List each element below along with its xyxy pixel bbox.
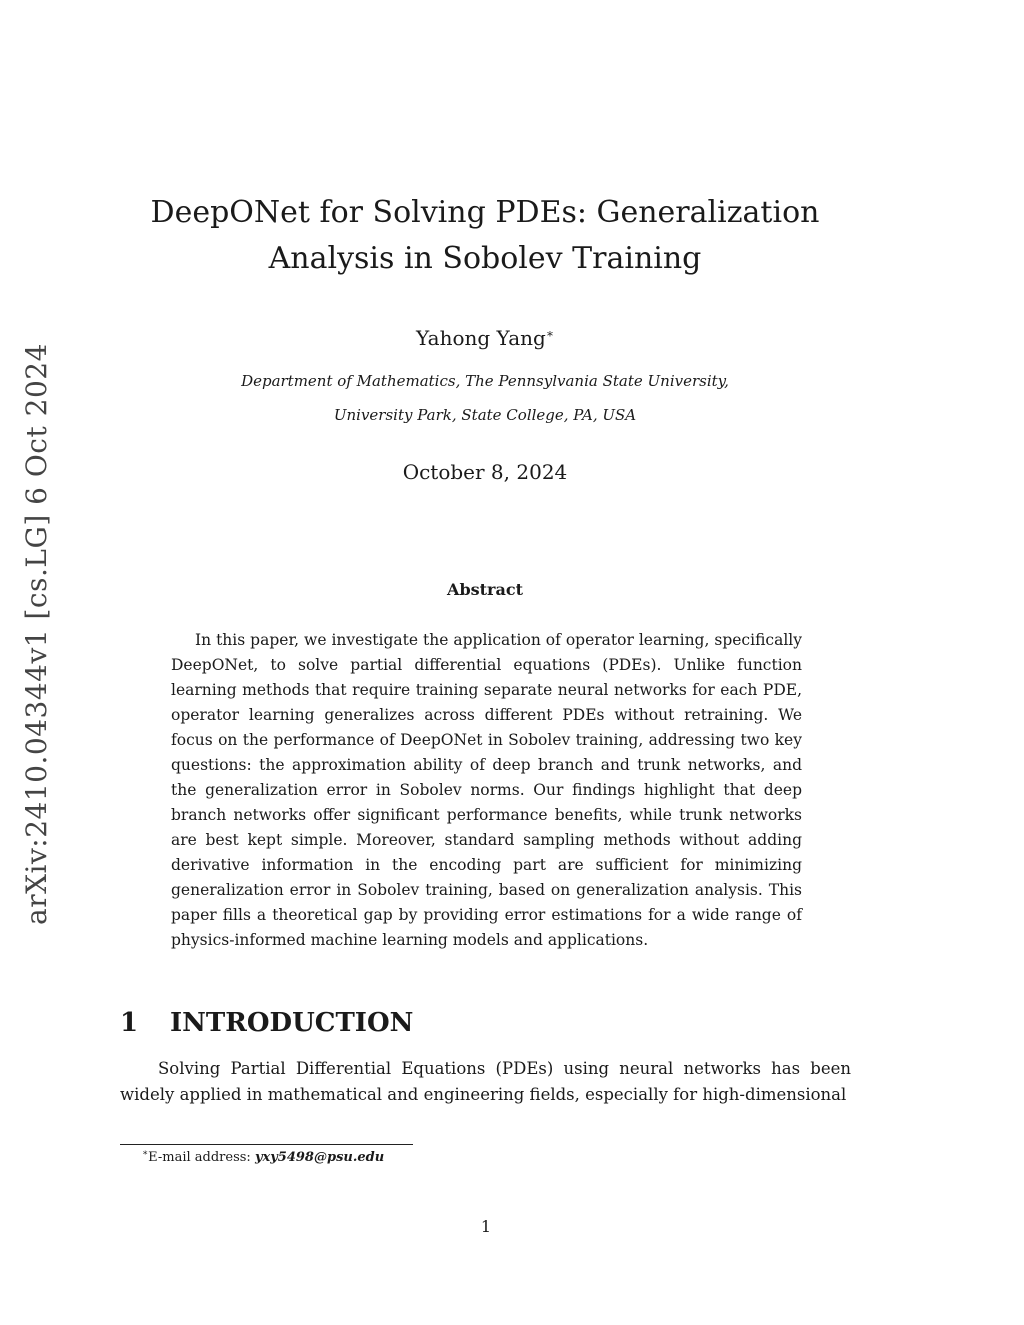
footnote-marker: ∗ — [142, 1148, 149, 1159]
section-title: INTRODUCTION — [170, 1008, 414, 1038]
introduction-text: Solving Partial Differential Equations (PDEs) using neural networks has been widely applied in mathematical and engineering fields, especially for high-dimensional — [120, 1059, 851, 1104]
publication-date: October 8, 2024 — [402, 460, 568, 484]
section-heading — [120, 1008, 413, 1038]
paper-title-line-2: Analysis in Sobolev Training — [268, 241, 702, 276]
footnote-label: E-mail address: — [148, 1150, 255, 1165]
footnote — [142, 1150, 384, 1165]
paper-title — [150, 190, 820, 282]
affiliation-line-1: Department of Mathematics, The Pennsylvania State University, — [241, 372, 729, 390]
paper-title-line-1: DeepONet for Solving PDEs: Generalization — [150, 195, 820, 230]
arxiv-identifier-stamp: arXiv:2410.04344v1 [cs.LG] 6 Oct 2024 — [20, 343, 53, 925]
page-number: 1 — [480, 1217, 492, 1236]
author-name: Yahong Yang — [416, 326, 546, 350]
author-footnote-marker: ∗ — [545, 326, 554, 341]
abstract-text: In this paper, we investigate the application of operator learning, specifically DeepONet, to solve partial differential equations (PDEs). Unlike function learning methods that require training separate neural networks for each PDE, operator learning generalizes across different PDEs without retraining. We focus on the performance of DeepONet in Sobolev training, addressing two key questions: the approximation ability of deep branch and trunk networks, and the generalization error in Sobolev norms. Our findings highlight that deep branch networks offer significant performance benefits, while trunk networks are best kept simple. Moreover, standard sampling methods without adding derivative information in the encoding part are sufficient for minimizing generalization error in Sobolev training, based on generalization analysis. This paper fills a theoretical gap by providing error estimations for a wide range of physics-informed machine learning models and applications. — [171, 631, 802, 949]
author-line — [150, 326, 820, 350]
author-email: yxy5498@psu.edu — [254, 1150, 385, 1165]
abstract-heading: Abstract — [447, 580, 523, 599]
affiliation — [150, 364, 820, 432]
section-number: 1 — [120, 1008, 139, 1038]
footnote-divider — [120, 1144, 413, 1145]
affiliation-line-2: University Park, State College, PA, USA — [333, 406, 637, 424]
